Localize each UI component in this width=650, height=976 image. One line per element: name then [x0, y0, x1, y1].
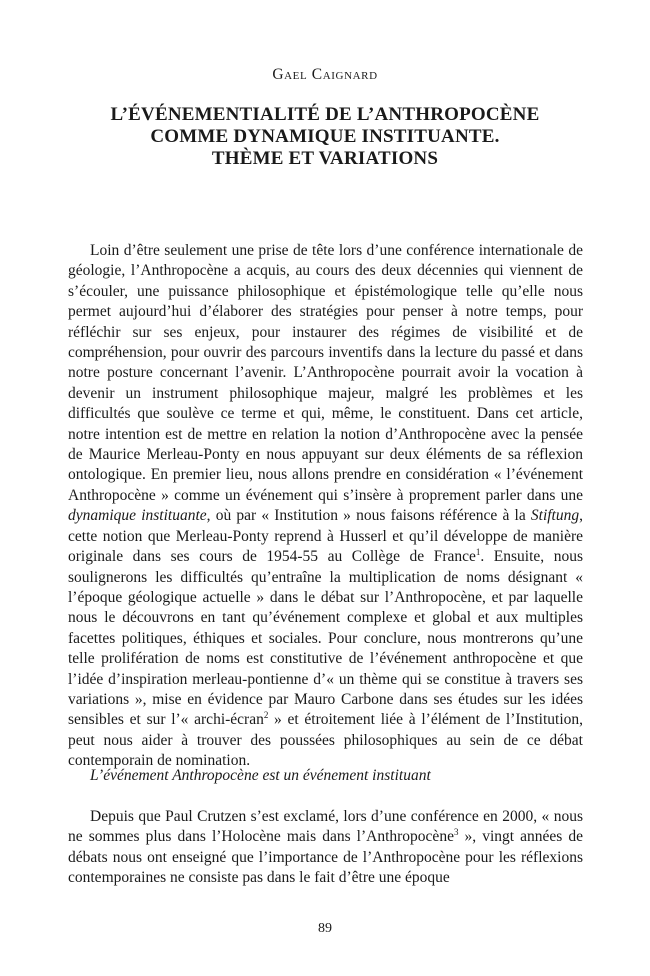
text-run: Depuis que Paul Crutzen s’est exclamé, lors d’une conférence en 2000, « nous ne sommes plus dans l’Holocène mais dans l’Anthropocène [68, 808, 583, 846]
italic-term: dynamique instituante [68, 507, 207, 525]
text-run: , cette notion que Merleau-Ponty reprend à Husserl et qu’il développe de manière originale dans ses cours de 1954-55 au Collège de France [68, 507, 583, 566]
footnote-ref-1[interactable]: 1 [475, 546, 481, 557]
footnote-ref-3[interactable]: 3 [453, 827, 459, 838]
section-body [68, 807, 583, 889]
text-run: », vingt années de débats nous ont enseigné que l’importance de l’Anthropocène pour les réflexions contemporaines ne consiste pas dans le fait d’être une époque [68, 828, 583, 887]
text-run: , où par « Institution » nous faisons référence à la [206, 507, 531, 525]
page-number: 89 [318, 921, 332, 936]
text-run: » et étroitement liée à l’élément de l’Institution, peut nous aider à trouver des poussées philosophiques au sein de ce débat contemporain de nomination. [68, 711, 583, 770]
title-line-2: COMME DYNAMIQUE INSTITUANTE. [150, 126, 500, 147]
article-title [40, 104, 610, 170]
footnote-ref-2[interactable]: 2 [263, 710, 269, 721]
text-run: Loin d’être seulement une prise de tête lors d’une conférence internationale de géologie, l’Anthropocène a acquis, au cours des deux décennies qui viennent de s’écouler, une puissance philosophique et épistémologique telle qu’elle nous permet aujourd’hui d’élaborer des stratégies pour penser à notre temps, pour réfléchir sur ses enjeux, pour instaurer des régimes de visibilité et de compréhension, pour ouvrir des parcours inventifs dans la lecture du passé et dans notre posture concernant l’avenir. L’Anthropocène pourrait avoir la vocation à devenir un instrument philosophique majeur, malgré les problèmes et les difficultés que soulève ce terme et qui, même, le constituent. Dans cet article, notre intention est de mettre en relation la notion d’Anthropocène avec la pensée de Maurice Merleau-Ponty en nous appuyant sur deux éléments de sa réflexion ontologique. En premier lieu, nous allons prendre en considération « l’événement Anthropocène » comme un événement qui s’insère à proprement parler dans une [68, 242, 583, 504]
section-paragraph [68, 807, 583, 889]
section-heading: L’événement Anthropocène est un événement instituant [90, 767, 431, 784]
intro-paragraph [68, 241, 583, 772]
title-line-1: L’ÉVÉNEMENTIALITÉ DE L’ANTHROPOCÈNE [110, 104, 540, 125]
title-line-3: THÈME ET VARIATIONS [211, 148, 439, 169]
author-name: Gael Caignard [272, 66, 378, 83]
intro-section [68, 241, 583, 772]
italic-term: Stiftung [530, 507, 580, 525]
text-run: . Ensuite, nous soulignerons les difficultés qu’entraîne la multiplication de noms désignant « l’époque géologique actuelle » dans le débat sur l’Anthropocène, et par laquelle nous le découvrons en tant qu’événement complexe et global et aux multiples facettes politiques, éthiques et sociales. Pour conclure, nous montrerons qu’une telle prolifération de noms est constitutive de l’événement anthropocène et que l’idée d’inspiration merleau-pontienne d’« un thème qui se constitue à travers ses variations », mise en évidence par Mauro Carbone dans ses études sur les idées sensibles et sur l’« archi-écran [68, 548, 583, 729]
